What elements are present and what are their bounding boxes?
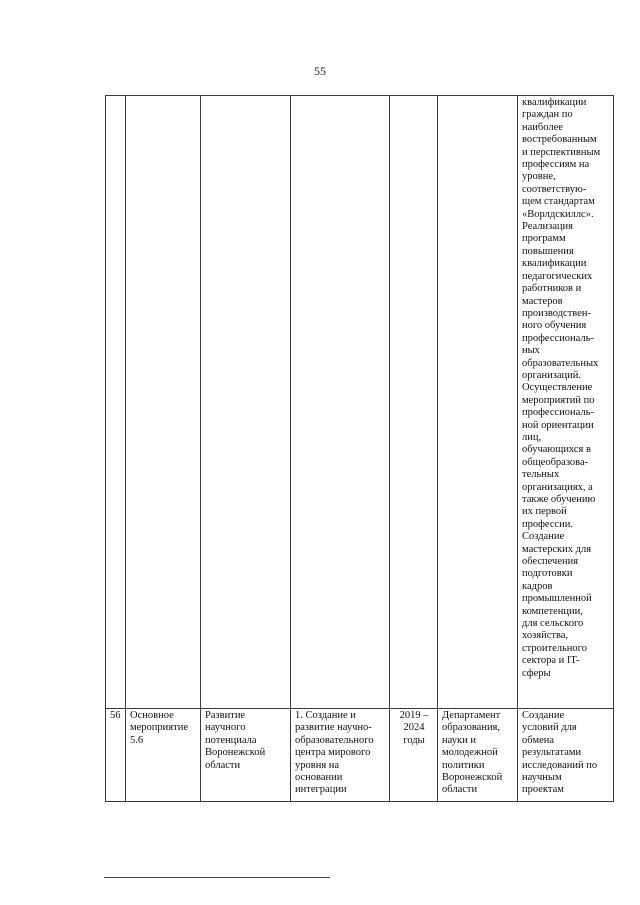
cell-name <box>201 96 291 709</box>
cell-measure <box>126 709 201 802</box>
cell-name <box>201 709 291 802</box>
cell-period <box>390 709 438 802</box>
cell-measure <box>126 96 201 709</box>
cell-description <box>291 709 390 802</box>
implementation-period: 2019 – 2024 годы <box>399 710 429 746</box>
table-row-56 <box>106 709 614 802</box>
table-row-continued <box>106 96 614 709</box>
responsible-executor: Департамент образования, науки и молодежной политики Воронежской области <box>442 710 503 796</box>
cell-executor <box>438 96 518 709</box>
row-number: 56 <box>110 710 121 721</box>
result-text-continued: квалификации граждан по наиболее востребованным и перспективным профессиям на уровне, соответствую- щем стандартам «Ворлдскиллс». Реализация программ повышения квалификации педагогических работников и мастеров производствен- ного обучения профессиональ- ных образовательных организаций. Осуществление мероприятий по профессиональ- ной ориентации лиц, обучающихся в общеобразова- тельных организациях, а также обучению их первой профессии. Создание мастерских для обеспечения подготовки кадров промышленной компетенции, для сельского хозяйства, строительного сектора и IT- сферы <box>522 97 601 679</box>
measure-label: Основное мероприятие 5.6 <box>130 710 188 746</box>
program-table <box>105 95 614 802</box>
cell-result <box>518 96 614 709</box>
cell-number <box>106 709 126 802</box>
cell-number <box>106 96 126 709</box>
cell-executor <box>438 709 518 802</box>
cell-result <box>518 709 614 802</box>
cell-description <box>291 96 390 709</box>
footer-divider <box>104 877 330 878</box>
expected-result: Создание условий для обмена результатами исследований по научным проектам <box>522 710 598 796</box>
measure-name: Развитие научного потенциала Воронежской области <box>205 710 266 771</box>
measure-description: 1. Создание и развитие научно- образовательного центра мирового уровня на основании интеграции <box>295 710 374 796</box>
page-number: 55 <box>314 64 326 78</box>
cell-period <box>390 96 438 709</box>
